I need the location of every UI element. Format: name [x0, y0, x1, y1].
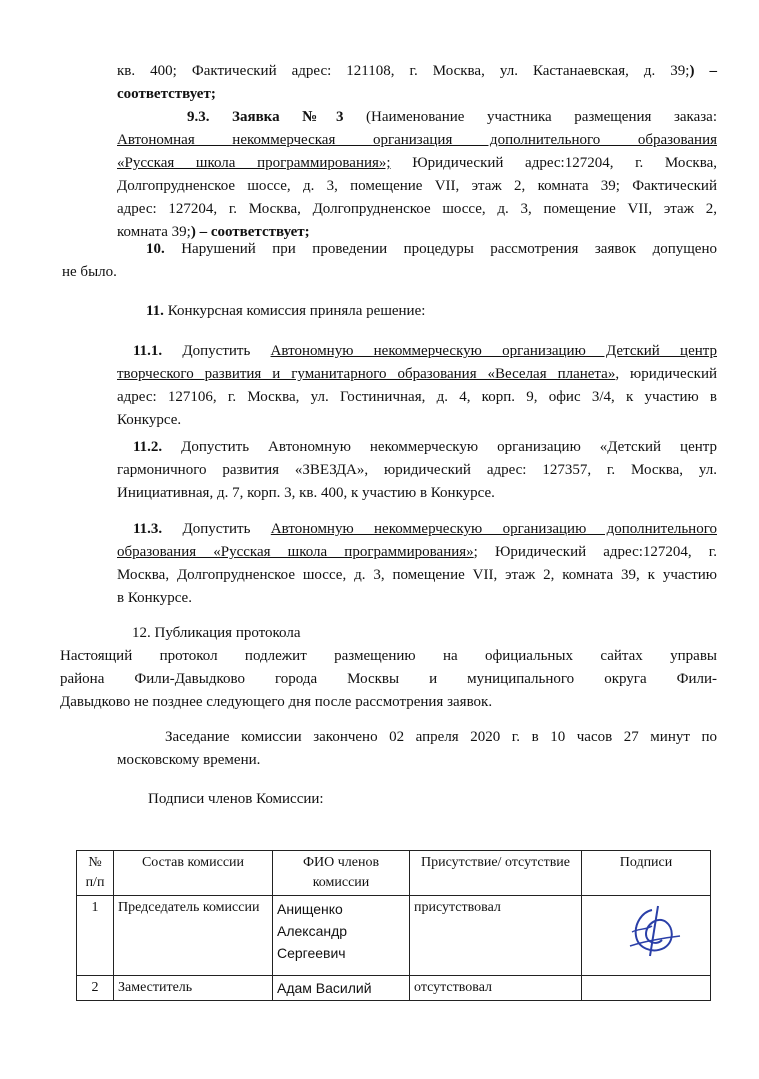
signature-cell [582, 976, 711, 1001]
text-line: , юридический [615, 366, 717, 382]
text-line: Допустить [162, 521, 271, 537]
text-line: комната 39; [117, 224, 191, 240]
text-line: Конкурсная комиссия приняла решение: [163, 303, 426, 319]
item-number: 11. [146, 303, 164, 319]
section-11 [114, 300, 717, 323]
header-cell: ФИО членов комиссии [273, 851, 410, 896]
text-line: Заседание комиссии закончено 02 апреля 2020 г. в 10 часов 27 минут по [165, 729, 717, 745]
role-cell: Председатель комиссии [114, 896, 273, 976]
row-number: 1 [77, 896, 114, 976]
table-header-row [77, 851, 711, 896]
text-line: ; Юридический адрес:127204, г. [473, 544, 717, 560]
text-line: гармоничного развития «ЗВЕЗДА», юридический адрес: 127357, г. Москва, ул. [117, 462, 717, 478]
section-12 [60, 622, 717, 714]
org-name: Автономную некоммерческую организацию Детский центр [270, 343, 717, 359]
text-line: московскому времени. [117, 752, 261, 768]
header-cell: Подписи [582, 851, 711, 896]
text-line: Москва, Долгопрудненское шоссе, д. 3, помещение VII, этаж 2, комната 39, к участию [117, 567, 717, 583]
org-name: образования «Русская школа программирования» [117, 544, 474, 560]
closing-statement [117, 726, 717, 772]
text-line: Нарушений при проведении процедуры рассмотрения заявок допущено [164, 241, 717, 257]
item-number: 9.3. Заявка №3 [187, 109, 344, 125]
name-cell: Адам Василий [273, 976, 410, 1001]
section-11-1 [117, 340, 717, 432]
item-number: 11.3. [133, 521, 163, 537]
header-cell: № п/п [77, 851, 114, 896]
text-line: Настоящий протокол подлежит размещению на официальных сайтах управы [60, 648, 717, 664]
text-line: адрес: 127204, г. Москва, Долгопрудненское шоссе, д. 3, помещение VII, этаж 2, [117, 201, 717, 217]
table-row [77, 976, 711, 1001]
header-cell: Присутствие/ отсутствие [410, 851, 582, 896]
role-cell: Заместитель [114, 976, 273, 1001]
item-number: 10. [146, 241, 165, 257]
section-title: 12. Публикация протокола [132, 625, 301, 641]
text-line: адрес: 127106, г. Москва, ул. Гостиничная, д. 4, корп. 9, офис 3/4, к участию в [117, 389, 717, 405]
org-name: Автономная некоммерческая организация дополнительного образования [117, 132, 717, 148]
section-11-2 [117, 436, 717, 505]
heading-text: Подписи членов Комиссии: [148, 791, 324, 807]
section-11-3 [117, 518, 717, 610]
text-line: Долгопрудненское шоссе, д. 3, помещение VII, этаж 2, комната 39; Фактический [117, 178, 717, 194]
text-line: не было. [62, 264, 117, 280]
status-text: ) – соответствует; [190, 224, 310, 240]
org-name: творческого развития и гуманитарного образования «Веселая планета» [117, 366, 616, 382]
row-number: 2 [77, 976, 114, 1001]
signature-image [612, 902, 692, 962]
text-line: Допустить [162, 343, 271, 359]
status-cell: отсутствовал [410, 976, 582, 1001]
text-line: кв. 400; Фактический адрес: 121108, г. Москва, ул. Кастанаевская, д. 39; [117, 63, 690, 79]
text-line: (Наименование участника размещения заказа: [343, 109, 717, 125]
text-line: в Конкурсе. [117, 590, 192, 606]
status-cell: присутствовал [410, 896, 582, 976]
item-number: 11.1. [133, 343, 163, 359]
header-cell: Состав комиссии [114, 851, 273, 896]
text-line: Допустить Автономную некоммерческую организацию «Детский центр [162, 439, 717, 455]
section-9-3 [117, 60, 717, 244]
text-line: района Фили-Давыдково города Москвы и муниципального округа Фили- [60, 671, 717, 687]
org-name: Автономную некоммерческую организацию дополнительного [270, 521, 717, 537]
text-bold: ) – [689, 63, 717, 79]
text-line: Юридический адрес:127204, г. Москва, [390, 155, 717, 171]
text-line: Инициативная, д. 7, корп. 3, кв. 400, к участию в Конкурсе. [117, 485, 495, 501]
name-cell: Анищенко Александр Сергеевич [273, 896, 410, 976]
status-text: соответствует; [117, 86, 216, 102]
text-line: Давыдково не позднее следующего дня после рассмотрения заявок. [60, 694, 493, 710]
item-number: 11.2. [133, 439, 163, 455]
org-name: «Русская школа программирования»; [117, 155, 391, 171]
section-10 [62, 238, 717, 284]
signatures-heading [148, 788, 748, 811]
text-line: Конкурсе. [117, 412, 182, 428]
